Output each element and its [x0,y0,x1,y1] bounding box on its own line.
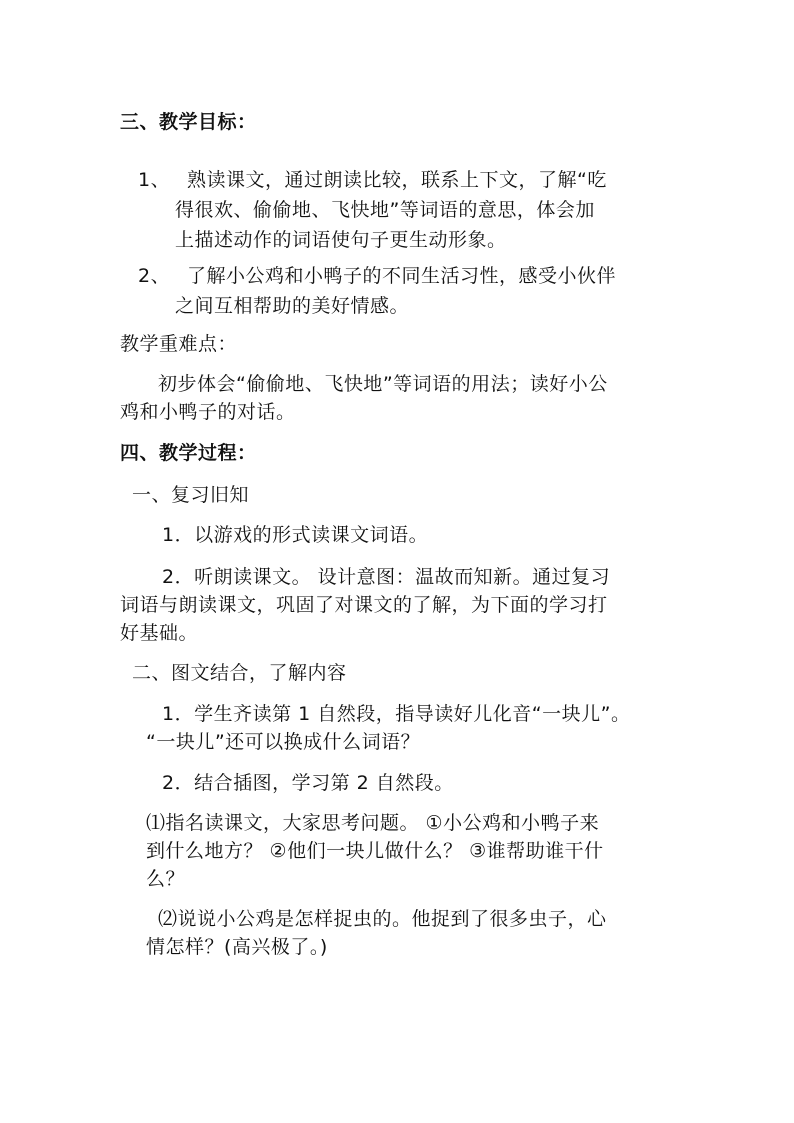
section4-heading: 四、教学过程： [120,442,257,464]
part1-title: 一、复习旧知 [132,484,250,506]
goal1-line3: 上描述动作的词语使句子更生动形象。 [175,229,507,251]
part2-step2: 2．结合插图，学习第 2 自然段。 [162,772,454,794]
goal2-line2: 之间互相帮助的美好情感。 [175,295,410,317]
part1-step1: 1．以游戏的形式读课文词语。 [162,524,429,546]
goal2-number: 2、 [138,265,171,287]
part2-q1-line1: ⑴指名读课文，大家思考问题。 ①小公鸡和小鸭子来 [146,812,600,834]
key-points-line2: 鸡和小鸭子的对话。 [120,401,296,423]
section3-heading: 三、教学目标： [120,111,257,133]
part2-step1-line2: “一块儿”还可以换成什么词语？ [146,731,421,753]
goal2-line1: 了解小公鸡和小鸭子的不同生活习性，感受小伙伴 [187,265,617,287]
goal1-line1: 熟读课文，通过朗读比较，联系上下文，了解“吃 [187,169,607,191]
part1-step2-line3: 好基础。 [120,622,199,644]
part2-q1-line2: 到什么地方？ ②他们一块儿做什么？ ③谁帮助谁干什 [146,840,604,862]
part2-title: 二、图文结合，了解内容 [132,662,347,684]
part2-q2-line2: 情怎样？(高兴极了。) [146,936,328,958]
part2-q2-line1: ⑵说说小公鸡是怎样捉虫的。他捉到了很多虫子，心 [158,908,607,930]
key-points-label: 教学重难点： [120,333,238,355]
key-points-line1: 初步体会“偷偷地、飞快地”等词语的用法；读好小公 [158,373,608,395]
part2-step1-line1: 1．学生齐读第 1 自然段，指导读好儿化音“一块儿”。 [162,703,631,725]
part2-q1-line3: 么？ [146,868,186,890]
part1-step2-line2: 词语与朗读课文，巩固了对课文的了解，为下面的学习打 [120,594,608,616]
goal1-line2: 得很欢、偷偷地、飞快地”等词语的意思，体会加 [175,199,595,221]
part1-step2-line1: 2．听朗读课文。 设计意图：温故而知新。通过复习 [162,566,611,588]
goal1-number: 1、 [138,169,171,191]
